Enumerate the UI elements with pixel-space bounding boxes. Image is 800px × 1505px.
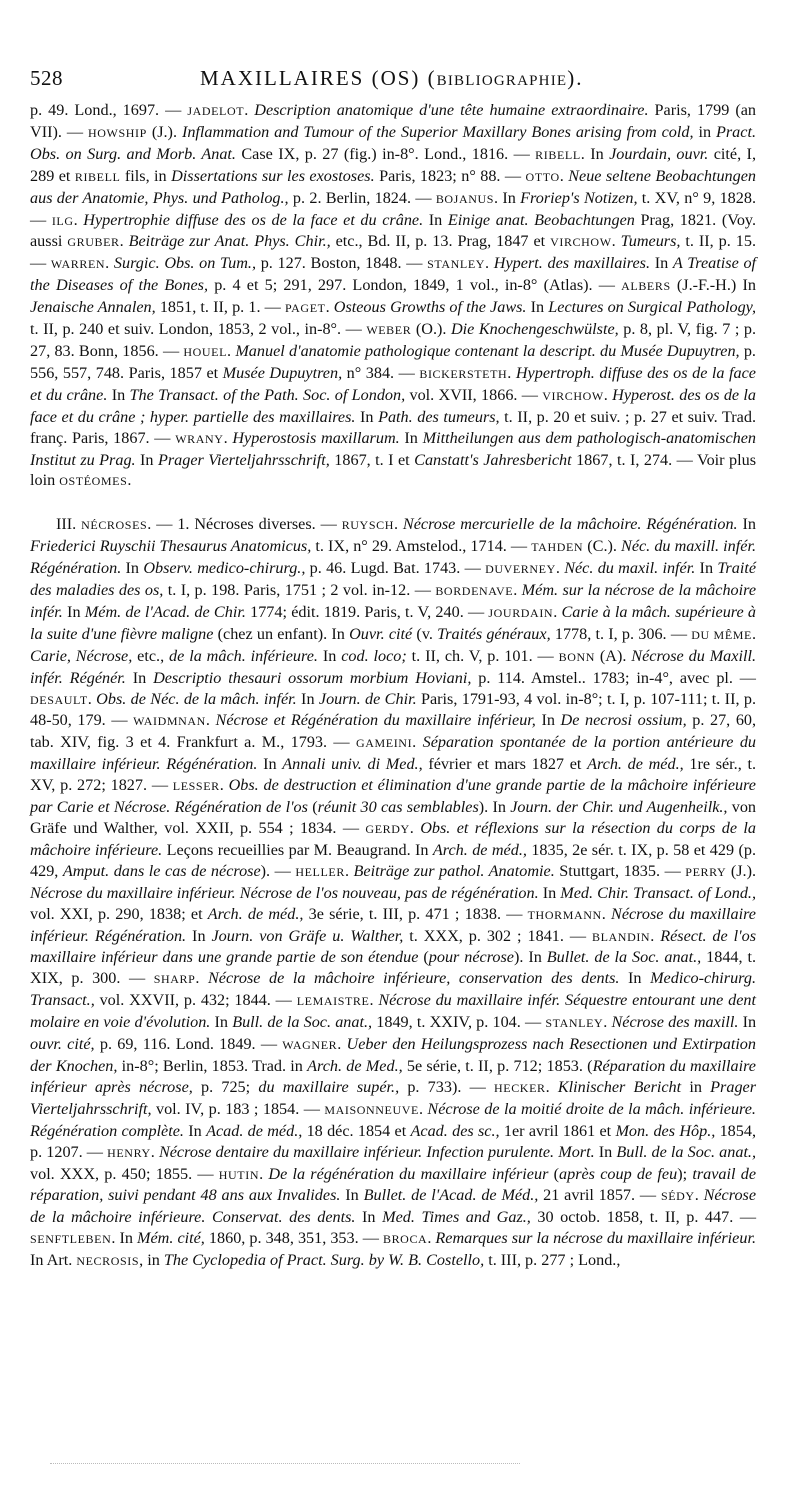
citation-text: In [125,668,154,687]
citation-text: In [317,646,342,665]
citation-title: Canstatt's Jahresbericht [414,450,572,469]
citation-text: In [121,559,144,578]
author-name: BOJANUS [435,191,495,206]
citation-text: p. 2. Berlin, 1824. — [288,188,436,207]
citation-text: p. 69, 116. Lond. 1849. — [94,1035,283,1054]
author-name: TAHDEN [531,540,584,555]
citation-text: , in [139,1251,164,1270]
citation-title: Arch. de Med., [307,1056,403,1075]
citation-text: . [87,689,97,708]
author-name: SÉDY [660,1189,695,1204]
citation-text: . [369,991,379,1010]
citation-title: Neue seltene Beobachtungen aus der Anatomie, Phys. und Patholog., [30,166,757,207]
citation-title: Med. Times and Gaz., [382,1208,531,1227]
citation-text: 1854, p. 1207. — [30,1121,757,1161]
citation-text: . [409,819,421,837]
citation-text: . [559,166,569,185]
citation-text: In [619,969,651,988]
citation-text: . [412,733,423,752]
citation-title: Carie, Nécrose, [30,646,133,665]
citation-title: Med. Chir. Transact. of Lond., [560,883,757,902]
author-name: GERDY [365,822,410,836]
author-name: BONN [558,649,595,664]
citation-title: Surgic. Obs. on Tum., [113,254,256,273]
citation-title: Friederici Ruyschii Thesaurus Anatomicus, [30,537,312,556]
citation-title: Nécrose du maxillaire infér. Séquestre entourant une dent molaire en voie d'évolution. [30,991,756,1032]
citation-text: . [513,581,522,600]
citation-title: Beiträge zur Anat. Phys. Chir., [128,232,331,251]
citation-title: Nécrose du maxillaire inférieur. Régénération. [30,904,756,945]
citation-title: Mon. des Hôp., [615,1121,716,1140]
citation-title: Carie à la mâch. supérieure à la suite d'une fièvre maligne [30,602,757,643]
citation-text: ). In [513,948,547,967]
citation-text: t. III, p. 277 ; Lond., [484,1251,621,1270]
citation-text: In [257,755,283,774]
running-title-end: ). [567,66,584,90]
citation-text: . [545,1077,558,1096]
citation-text: . [195,969,208,988]
citation-text: p. 27, 60, tab. XIV, fig. 3 et 4. Frankfurt a. M., 1793. — [30,711,757,752]
citation-text: In [296,689,319,708]
citation-text: t. II, ch. V, p. 101. — [406,646,559,665]
citation-text: t. IX, n° 29. Amstelod., 1714. — [311,537,532,556]
citation-title: Mém. cité, [136,1229,205,1248]
footer-rule [50,1463,520,1464]
citation-text: In [538,883,561,902]
citation-text: . [337,1035,347,1054]
citation-title: Ouvr. cité [349,624,413,643]
citation-text: p. 556, 557, 748. Paris, 1857 et [30,341,756,382]
page-header [30,66,756,100]
author-name: VIRCHOW [542,388,604,403]
citation-text: . [150,1142,159,1161]
author-name: BROCA [382,1232,428,1247]
citation-title: Nécrose de la moitié droite de la mâch. inférieure. Régénération complète. [30,1099,756,1140]
citation-title: Prager Vierteljahrsschrift, [157,450,330,469]
citation-title: pour nécrose [428,948,514,967]
citation-text: . — 1. Nécroses diverses. — [147,515,342,534]
citation-text: In [738,1013,757,1032]
citation-title: Bull. de la Soc. anat., [616,1142,757,1161]
author-name: BORDENAVE [435,584,514,599]
citation-title: de la mâch. inférieure. [169,646,318,665]
citation-title: Réparation du maxillaire inférieur après nécrose, [30,1056,756,1096]
citation-text: . [244,101,255,119]
citation-title: travail de réparation, suivi pendant 48 ans aux Invalides. [30,1164,757,1205]
citation-text: In [355,407,379,426]
citation-text: In [183,1121,207,1140]
citation-text: p. 114. Amstel.. 1783; in-4°, avec pl. — [471,668,756,687]
citation-title: réunit 30 cas semblables [317,798,479,817]
citation-title: cod. loco; [341,646,407,665]
citation-text: . [427,1229,436,1248]
citation-text: In [399,428,423,447]
bibliography-body [30,100,756,1272]
citation-text: In Art. [30,1251,77,1270]
citation-title: Nécrose et Régénération du maxillaire inférieur, [215,711,536,730]
citation-text: février et mars 1827 et [422,755,588,774]
citation-text: t. II, p. 15. — [30,232,756,273]
citation-title: Path. des tumeurs, [378,407,500,426]
citation-text: 1844, t. XIX, p. 300. — [30,948,757,988]
author-name: SENFTLEBEN [30,1232,112,1247]
citation-text: 1774; édit. 1819. Paris, t. V, 240. — [245,602,489,621]
citation-title: Pract. Obs. on Surg. and Morb. Anat. [30,122,756,163]
citation-title: Hypertroph. diffuse des os de la face et du crâne. [30,363,756,404]
citation-text: 1851, t. II, p. 1. — [155,298,285,317]
author-name: BICKERSTETH [419,366,508,381]
author-name: BLANDIN [592,929,651,944]
citation-text: vol. XXX, p. 450; 1855. — [30,1164,219,1183]
citation-title: De necrosi ossium, [560,711,687,730]
author-name: RIBELL [535,147,581,162]
citation-title: Nécrose dentaire du maxillaire inférieur. Infection purulente. Mort. [158,1142,595,1161]
citation-title: Séparation spontanée de la portion antérieure du maxillaire inférieur. Régénération. [30,733,757,774]
citation-text: (J.). [146,122,182,141]
citation-text: In [135,450,158,469]
citation-text: Stuttgart, 1835. — [554,861,686,880]
citation-title: Nécrose mercurielle de la mâchoire. Régénération. [402,515,738,534]
citation-text: . [603,1013,612,1032]
citation-title: Remarques sur la nécrose du maxillaire inférieur. [435,1229,757,1248]
citation-text: . In [580,144,610,163]
citation-text: cité, I, 289 et [30,144,756,185]
citation-title: Traités généraux, [437,624,551,643]
citation-title: Lectures on Surgical Pathology, [548,298,757,317]
author-name: HELLER [295,864,345,879]
citation-text: 30 octob. 1858, t. II, p. 447. — [530,1208,757,1227]
citation-text: . [601,904,612,923]
citation-title: Nécrose de la mâchoire inférieure, conservation des dents. [208,969,620,988]
author-name: LEMAISTRE [296,994,370,1009]
citation-text: (C.). [583,537,622,556]
citation-text: In [737,515,756,534]
citation-text: vol. XXVII, p. 432; 1844. — [94,991,297,1010]
author-name: STANLEY [545,1016,604,1031]
citation-text: Prag, 1821. (Voy. aussi [30,210,757,251]
citation-title: Bullet. de l'Acad. de Méd., [363,1186,539,1205]
citation-text: . [694,1186,704,1205]
citation-text: 1er avril 1861 et [499,1121,616,1140]
author-name: MAISONNEUVE [324,1102,419,1117]
citation-title: après coup de feu [559,1164,678,1183]
citation-text: . [219,776,229,795]
citation-text: ( [418,948,429,967]
citation-title: Journ. de Chir. [318,689,417,708]
citation-text: . [227,341,236,360]
citation-text: ( [548,1164,560,1183]
citation-text: . [259,1164,269,1183]
citation-title: Nécrose du maxillaire inférieur. Nécrose de l'os nouveau, pas de régénération. [30,883,539,902]
citation-text: . [205,711,216,730]
author-name: ALBERS [621,279,671,294]
citation-title: Obs. de Néc. de la mâch. infér. [96,689,297,708]
citation-text: . [553,602,562,621]
citation-text: . [223,428,233,447]
author-name: LESSER [172,779,220,794]
citation-text: in [693,122,716,141]
citation-title: Nécrose des maxill. [611,1013,739,1032]
author-name: DESAULT [30,692,88,707]
citation-title: Hypert. des maxillaires. [493,254,651,273]
citation-text: ). In [478,798,511,817]
citation-text: (A). [595,646,632,665]
citation-title: The Transact. of the Path. Soc. of London, [129,385,406,404]
citation-title: Traité des maladies des os, [30,559,757,600]
author-name: PAGET [284,301,326,316]
paragraph-hyperostosis-references [30,100,756,492]
citation-text: In [423,210,448,229]
citation-title: Manuel d'anatomie pathologique contenant la descript. du Musée Dupuytren, [235,341,740,360]
author-name: NECROSIS [76,1254,140,1269]
citation-title: Froriep's Notizen, [520,188,638,207]
citation-title: Annali univ. di Med., [282,755,423,774]
citation-text: Case IX, p. 27 (fig.) in-8°. Lond., 1816. — [235,144,536,163]
citation-title: ouvr. cité, [30,1035,95,1054]
citation-title: Prager Vierteljahrsschrift, [30,1077,757,1118]
citation-text: 1849, t. XXIV, p. 104. — [372,1013,546,1032]
citation-title: Beiträge zur pathol. Anatomie. [353,861,555,880]
citation-text: t. XV, n° 9, 1828. — [30,188,757,229]
citation-text: etc., [132,646,170,665]
citation-title: Arch. de méd., [587,755,684,774]
author-name: HECKER [494,1080,546,1095]
citation-text: Leçons recueillies par M. Beaugrand. In [162,840,433,859]
author-name: WAGNER [282,1038,338,1053]
citation-text: In [355,1208,383,1227]
citation-text: 1867, t. I et [329,450,415,469]
running-title-sub: BIBLIOGRAPHIE [436,73,568,89]
citation-text: In [695,559,718,578]
citation-text: . [344,861,354,880]
author-name: DUVERNEY [485,562,556,577]
author-name: ILG [51,213,74,228]
citation-title: Nécrose de la mâchoire inférieure. Conservat. des dents. [30,1186,757,1227]
citation-title: Mém. sur la nécrose de la mâchoire infér. [30,581,757,621]
citation-title: Observ. medico-chirurg., [143,559,306,578]
author-name: HOWSHIP [88,125,147,140]
citation-text: In [107,385,130,404]
citation-title: A Treatise of the Diseases of the Bones, [30,254,757,295]
citation-text: . [603,385,613,404]
citation-text: p. 733). — [399,1077,494,1096]
citation-title: Bullet. de la Soc. anat., [546,948,702,967]
citation-text: t. I, p. 198. Paris, 1751 ; 2 vol. in-12. — [163,581,436,600]
citation-title: Description anatomique d'une tête humaine extraordinaire. [254,101,649,119]
citation-text: t. XXX, p. 302 ; 1841. — [403,926,592,945]
author-name: WRANY [175,431,224,446]
citation-text: In [62,602,85,621]
citation-text: 1867, t. I, 274. — Voir plus loin [30,450,756,490]
author-name: DU MÊME [691,627,752,642]
citation-text: . [611,232,621,251]
author-name: HENRY [107,1145,151,1160]
citation-title: Osteous Growths of the Jaws. [333,298,527,317]
citation-text: . [119,232,129,251]
citation-text: t. II, p. 20 et suiv. ; p. 27 et suiv. Trad. franç. Paris, 1867. — [30,407,757,447]
citation-text: . [555,559,565,578]
author-name: WEBER [366,323,412,338]
citation-text: In [186,926,212,945]
citation-text: etc., Bd. II, p. 13. Prag, 1847 et [330,232,551,251]
author-name: GAMEINI [355,736,413,751]
author-name: STANLEY [427,257,486,272]
citation-text: Paris, 1799 (an VII). — [30,101,757,141]
citation-text: ); [677,1164,693,1183]
citation-text: ). — [260,861,296,880]
citation-title: Mém. de l'Acad. de Chir. [84,602,246,621]
citation-text: ( [307,798,318,817]
citation-text: 18 déc. 1854 et [302,1121,411,1140]
citation-text: vol. IV, p. 183 ; 1854. — [151,1099,325,1118]
citation-title: Nécrose du Maxill. infér. Régénér. [30,646,756,687]
citation-text: In [210,1013,233,1032]
running-title [200,66,584,91]
citation-text: 1778, t. I, p. 306. — [550,624,692,643]
citation-title: Journ. der Chir. und Augenheilk., [510,798,728,817]
citation-text: p. 46. Lugd. Bat. 1743. — [305,559,486,578]
author-name: SHARP [153,972,196,987]
citation-title: Die Knochengeschwülste, [450,320,619,339]
citation-text: In [535,711,561,730]
citation-text: . [325,298,334,317]
citation-text: 1860, p. 348, 351, 353. — [204,1229,383,1248]
citation-text: In [594,1142,617,1161]
citation-title: Hypertrophie diffuse des os de la face et du crâne. [83,210,424,229]
citation-text: (J.). [726,861,757,880]
citation-text: fils, in [120,166,172,185]
author-name: OTTO [525,169,560,184]
citation-title: Néc. du maxill. infér. Régénération. [30,537,757,578]
author-name: HOUEL [183,344,228,359]
citation-text: . [507,363,516,382]
citation-title: Tumeurs, [620,232,681,251]
citation-text: von Gräfe und Walther, vol. XXII, p. 554 ; 1834. — [30,798,757,837]
citation-title: Obs. et réflexions sur la résection du corps de la mâchoire inférieure. [30,819,756,859]
citation-title: Bull. de la Soc. anat., [232,1013,373,1032]
citation-title: Klinischer Bericht [557,1077,682,1096]
citation-text: 3e série, t. III, p. 471 ; 1838. — [303,904,528,923]
citation-text: p. 49. Lond., 1697. — [30,101,188,119]
citation-text: . In [494,188,521,207]
citation-text: In [340,1186,364,1205]
citation-title: Jourdain, ouvr. [609,144,709,163]
citation-text: . [73,210,84,229]
author-name: WARREN [50,257,106,272]
citation-text: . [650,926,661,945]
citation-text: t. II, p. 240 et suiv. London, 1853, 2 vol., in-8°. — [30,320,367,339]
citation-text: p. 4 et 5; 291, 297. London, 1849, 1 vol., in-8° (Atlas). — [208,276,622,295]
citation-text: . [127,471,132,490]
citation-text: . [418,1099,428,1118]
citation-text: (v. [412,624,438,643]
citation-text: p. 8, pl. V, fig. 7 ; p. 27, 83. Bonn, 1856. — [30,320,756,360]
citation-title: Arch. de méd., [207,904,304,923]
citation-title: Acad. des sc., [410,1121,500,1140]
author-name: HUTIN [218,1167,260,1182]
citation-text: . [105,254,114,273]
citation-title: Acad. de méd., [206,1121,303,1140]
citation-title: Hyperostosis maxillarum. [232,428,400,447]
citation-title: Jenaische Annalen, [30,298,156,317]
citation-title: Ueber den Heilungsprozess nach Resectionen und Extirpation der Knochen, [30,1035,756,1075]
citation-text: 5e série, t. II, p. 712; 1853. ( [402,1056,593,1075]
author-name: GRUBER [67,235,120,250]
author-name: PERRY [685,864,727,879]
citation-text: . [485,254,494,273]
citation-title: Néc. du maxil. infér. [564,559,696,578]
citation-title: Musée Dupuytren, [222,363,343,382]
citation-text: Paris, 1823; n° 88. — [374,166,526,185]
citation-text: 1835, 2e sér. t. IX, p. 58 et 429 (p. 429, [30,840,756,880]
citation-text: 1re sér., t. XV, p. 272; 1827. — [30,755,756,795]
citation-text: . [393,515,403,534]
citation-text: p. 725; [192,1077,259,1096]
citation-text: n° 384. — [342,363,420,382]
author-name: WAIDMNAN [133,714,206,729]
citation-title: Amput. dans le cas de nécrose [62,861,261,880]
citation-text: In [650,254,673,273]
citation-text: 21 avril 1857. — [538,1186,661,1205]
citation-title: Obs. de destruction et élimination d'une grande partie de la mâchoire inférieure par Carie et Nécrose. Régénération de l'os [30,776,756,817]
citation-text: in [681,1077,711,1096]
citation-text: . In [111,1229,137,1248]
citation-title: Medico-chirurg. Transact., [30,969,757,1010]
citation-title: Inflammation and Tumour of the Superior Maxillary Bones arising from cold, [181,122,694,141]
citation-text: In [526,298,549,317]
author-name: RUYSCH [341,518,394,533]
author-name: THORMANN [527,907,602,922]
citation-text: vol. XXI, p. 290, 1838; et [30,904,208,923]
citation-text: (chez un enfant). In [213,624,350,643]
citation-text: p. 127. Boston, 1848. — [256,254,428,273]
citation-title: Einige anat. Beobachtungen [447,210,635,229]
citation-title: Arch. de méd., [432,840,527,859]
citation-title: Hyperost. des os de la face et du crâne ; hyper. partielle des maxillaires. [30,385,757,426]
citation-title: Journ. von Gräfe u. Walther, [211,926,404,945]
page-number: 528 [30,66,63,90]
author-name: NÉCROSES [81,518,148,533]
citation-title: Mittheilungen aus dem pathologisch-anatomischen Institut zu Prag. [30,428,757,469]
citation-text: (J.-F.-H.) In [670,276,756,295]
running-title-main: MAXILLAIRES (OS) ( [200,66,437,90]
paragraph-necroses-references [30,514,756,1272]
author-name: VIRCHOW [550,235,612,250]
citation-text: Paris, 1791-93, 4 vol. in-8°; t. I, p. 107-111; t. II, p. 48-50, 179. — [30,689,757,730]
citation-title: Descriptio thesauri ossorum morbium Hoviani, [153,668,472,687]
citation-text: in-8°; Berlin, 1853. Trad. in [117,1056,308,1075]
citation-text: vol. XVII, 1866. — [405,385,543,404]
author-name: RIBELL [74,169,121,184]
author-name: JADELOT [187,104,245,118]
citation-title: du maxillaire supér., [258,1077,400,1096]
citation-text: (O.). [411,320,451,339]
author-name: JOURDAIN [488,605,554,620]
citation-title: De la régénération du maxillaire inférieur [268,1164,549,1183]
citation-title: The Cyclopedia of Pract. Surg. by W. B. Costello, [163,1251,485,1270]
citation-title: Dissertations sur les exostoses. [171,166,375,185]
citation-text: . [751,624,757,643]
citation-text: III. [56,515,82,534]
citation-title: Résect. de l'os maxillaire inférieur dans une grande partie de son étendue [30,926,757,967]
author-name: OSTÉOMES [59,474,128,489]
